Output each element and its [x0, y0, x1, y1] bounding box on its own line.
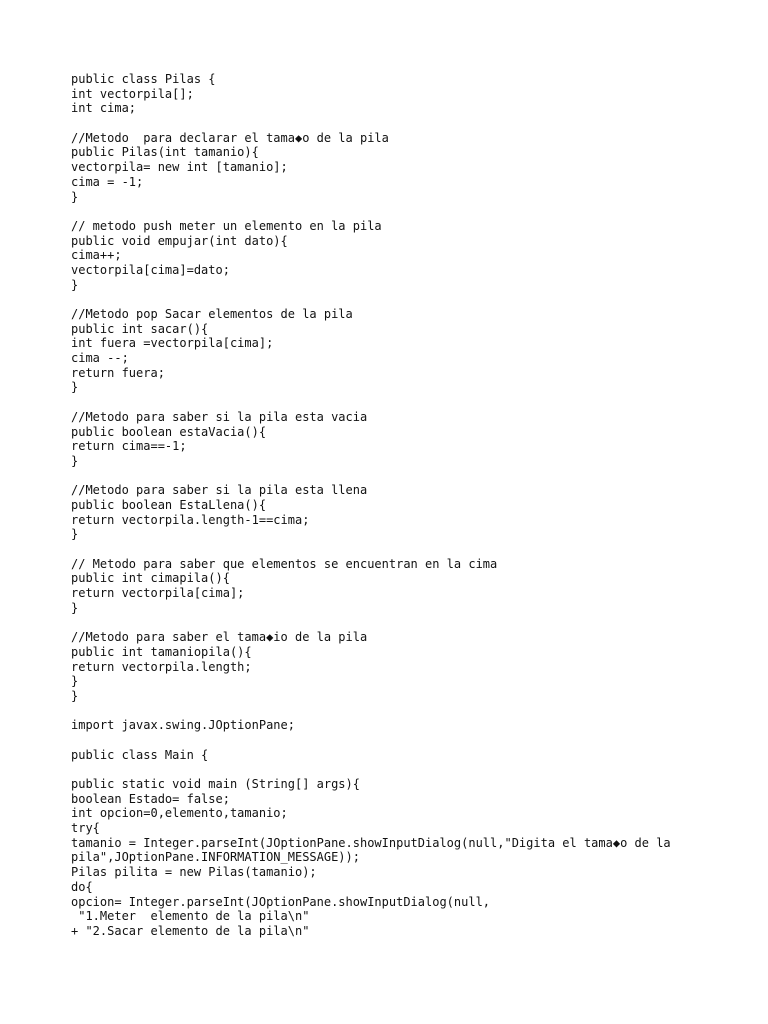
blank-line: [71, 395, 751, 410]
code-line: public int tamaniopila(){: [71, 644, 252, 659]
code-line: import javax.swing.JOptionPane;: [71, 718, 295, 733]
blank-line: [71, 762, 751, 777]
code-line: }: [71, 600, 79, 615]
code-line: cima++;: [71, 248, 122, 263]
code-line: //Metodo para saber el tama◆io de la pila: [71, 630, 368, 645]
code-line: //Metodo pop Sacar elementos de la pila: [71, 307, 353, 321]
code-line: do{: [71, 879, 93, 894]
code-line: int vectorpila[];: [71, 86, 194, 101]
code-line: }: [71, 189, 79, 204]
code-line: cima = -1;: [71, 174, 144, 189]
blank-line: [71, 733, 751, 748]
code-line: return cima==-1;: [71, 439, 187, 454]
code-line: public Pilas(int tamanio){: [71, 145, 259, 160]
code-line: public class Pilas {: [71, 72, 216, 86]
code-listing: [71, 72, 751, 939]
code-line: }: [71, 527, 79, 542]
code-line: int opcion=0,elemento,tamanio;: [71, 806, 288, 821]
code-line: }: [71, 674, 79, 689]
code-line: opcion= Integer.parseInt(JOptionPane.showInputDialog(null,: [71, 894, 491, 909]
code-line: //Metodo para saber si la pila esta llena: [71, 483, 368, 498]
code-line: "1.Meter elemento de la pila\n": [71, 909, 310, 924]
blank-line: [71, 615, 751, 630]
code-line: return vectorpila.length-1==cima;: [71, 512, 310, 527]
code-line: public class Main {: [71, 747, 209, 762]
code-line: //Metodo para declarar el tama◆o de la pila: [71, 130, 389, 145]
blank-line: [71, 116, 751, 131]
blank-line: [71, 542, 751, 557]
code-line: // Metodo para saber que elementos se encuentran en la cima: [71, 556, 498, 571]
code-line: public void empujar(int dato){: [71, 233, 288, 248]
code-line: tamanio = Integer.parseInt(JOptionPane.showInputDialog(null,"Digita el tama◆o de la: [71, 835, 671, 850]
code-line: public boolean EstaLlena(){: [71, 497, 267, 512]
code-line: return vectorpila[cima];: [71, 586, 245, 601]
blank-line: [71, 704, 751, 719]
code-line: public static void main (String[] args){: [71, 777, 360, 791]
code-line: + "2.Sacar elemento de la pila\n": [71, 923, 310, 938]
code-line: try{: [71, 821, 100, 836]
code-line: // metodo push meter un elemento en la pila: [71, 218, 382, 233]
code-line: }: [71, 380, 79, 395]
code-line: public int sacar(){: [71, 321, 209, 336]
code-line: int cima;: [71, 101, 137, 116]
code-line: return vectorpila.length;: [71, 659, 252, 674]
code-line: pila",JOptionPane.INFORMATION_MESSAGE));: [71, 850, 360, 865]
code-line: //Metodo para saber si la pila esta vacia: [71, 409, 368, 424]
code-line: public int cimapila(){: [71, 571, 230, 586]
blank-line: [71, 292, 751, 307]
code-line: return fuera;: [71, 365, 165, 380]
code-line: cima --;: [71, 351, 129, 366]
code-line: public boolean estaVacia(){: [71, 424, 267, 439]
code-line: int fuera =vectorpila[cima];: [71, 336, 274, 351]
code-line: }: [71, 453, 79, 468]
code-line: boolean Estado= false;: [71, 791, 230, 806]
code-line: vectorpila[cima]=dato;: [71, 262, 230, 277]
code-line: }: [71, 277, 79, 292]
code-line: }: [71, 688, 79, 703]
blank-line: [71, 469, 751, 484]
code-line: Pilas pilita = new Pilas(tamanio);: [71, 865, 317, 880]
blank-line: [71, 204, 751, 219]
code-line: vectorpila= new int [tamanio];: [71, 160, 288, 175]
